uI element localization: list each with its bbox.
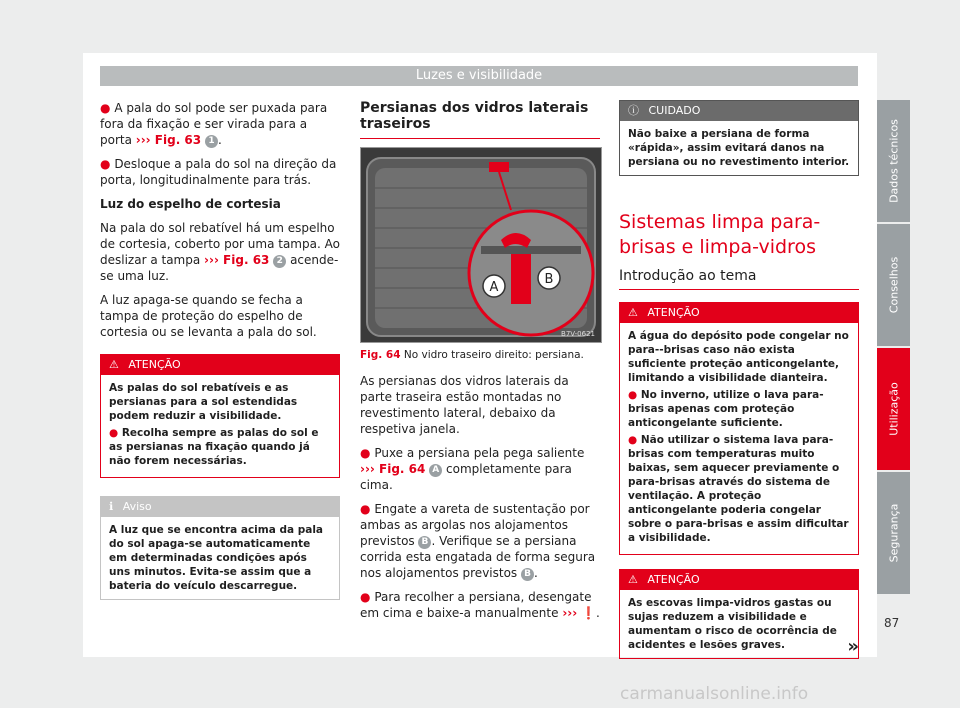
column-1: [100, 100, 340, 600]
tab-seguranca[interactable]: Segurança: [877, 472, 910, 594]
bullet-2: ● Desloque a pala do sol na direção da porta, longitudinalmente para trás.: [100, 157, 337, 187]
fig-63-link[interactable]: ››› Fig. 63: [135, 133, 202, 147]
watermark: carmanualsonline.info: [620, 684, 809, 704]
page-header: Luzes e visibilidade: [100, 66, 858, 86]
blind-illustration: [361, 148, 601, 342]
warning-link[interactable]: ›››: [562, 606, 578, 620]
section-title-wipers: Sistemas limpa para-brisas e limpa-vidros: [619, 211, 821, 258]
callout-1: 1: [205, 135, 218, 148]
warning-box-3: ⚠ ATENÇÃO As escovas limpa-vidros gastas ou sujas reduzem a visibilidade e aumentam o risco de ocorrência de acidentes e lesões graves.: [619, 569, 859, 659]
caution-box: ⓘ CUIDADO Não baixe a persiana de forma «rápida», assim evitará danos na persiana ou no revestimento interior.: [619, 100, 859, 176]
info-icon: ℹ: [109, 500, 114, 513]
figure-64: [360, 147, 602, 343]
page-number: 87: [884, 616, 900, 630]
section-title-blinds: Persianas dos vidros laterais traseiros: [360, 100, 600, 139]
tab-dados-tecnicos[interactable]: Dados técnicos: [877, 100, 910, 222]
subsection-title-intro: Introdução ao tema: [619, 268, 859, 290]
label-a: A: [489, 280, 499, 295]
bullet-1: ● A pala do sol pode ser puxada para fora da fixação e ser virada para a porta ››› Fig. 63 1 .: [100, 101, 328, 147]
tab-utilizacao[interactable]: Utilização: [877, 348, 910, 470]
section-tabs: [877, 100, 910, 596]
caution-icon: ⓘ: [628, 104, 639, 117]
label-b: B: [544, 272, 554, 287]
tab-conselhos[interactable]: Conselhos: [877, 224, 910, 346]
exclamation-icon: ❗: [581, 606, 596, 620]
bullet-blinds-2: ● Engate a vareta de sustentação por ambas as argolas nos alojamentos previstos B . Verifique se a persiana corrida esta engatada de forma segura nos alojamentos previstos B .: [360, 502, 596, 580]
fig-64-link[interactable]: ››› Fig. 64: [360, 462, 426, 476]
paragraph-light-off: A luz apaga-se quando se fecha a tampa de proteção do espelho de cortesia ou se levanta a pala do sol.: [100, 293, 317, 339]
column-3: [619, 100, 859, 655]
warning-box-2: ⚠ ATENÇÃO A água do depósito pode congelar no para--brisas caso não exista suficiente proteção anticongelante, limitando a visibilidade dianteira. ● No inverno, utilize o lava para-brisas apenas com proteção anticongelante suficiente. ● Não utilizar o sistema lava para-brisas com temperaturas muito baixas, sem aquecer previamente o para-brisas através do sistema de ventilação. A proteção anticongelante poderia congelar sobre o para-brisas e assim dificultar a visibilidade.: [619, 302, 859, 555]
figure-code: B7V-0621: [561, 330, 595, 338]
paragraph-blinds: As persianas dos vidros laterais da parte traseira estão montadas no revestimento lateral, debaixo da respetiva janela.: [360, 374, 569, 436]
note-box: ℹ Aviso A luz que se encontra acima da pala do sol apaga-se automaticamente em determinadas condições após uns minutos. Evita-se assim que a bateria do veículo descarregue.: [100, 496, 340, 600]
warning-icon-2: ⚠: [628, 306, 638, 319]
bullet-blinds-3: ● Para recolher a persiana, desengate em cima e baixe-a manualmente ››› ❗.: [360, 590, 600, 620]
continue-arrow: »: [847, 636, 859, 657]
callout-2: 2: [273, 255, 286, 268]
fig-63-link-2[interactable]: ››› Fig. 63: [204, 253, 270, 267]
callout-b-2: B: [521, 568, 534, 581]
warning-box-1: ⚠ ATENÇÃO As palas do sol rebatíveis e as persianas para a sol estendidas podem reduzir a visibilidade. ● Recolha sempre as palas do sol e as persianas na fixação quando já não forem necessárias.: [100, 354, 340, 478]
warning-icon-3: ⚠: [628, 573, 638, 586]
subheading-mirror-light: Luz do espelho de cortesia: [100, 197, 281, 211]
callout-a: A: [429, 464, 442, 477]
figure-caption: Fig. 64 No vidro traseiro direito: persiana.: [360, 349, 584, 361]
warning-icon: ⚠: [109, 358, 119, 371]
column-2: [360, 100, 600, 629]
paragraph-mirror: Na pala do sol rebatível há um espelho de cortesia, coberto por uma tampa. Ao deslizar a tampa ››› Fig. 63 2 acende-se uma luz.: [100, 221, 340, 283]
bullet-blinds-1: ● Puxe a persiana pela pega saliente ››› Fig. 64 A completamente para cima.: [360, 446, 585, 492]
callout-b: B: [418, 536, 431, 549]
